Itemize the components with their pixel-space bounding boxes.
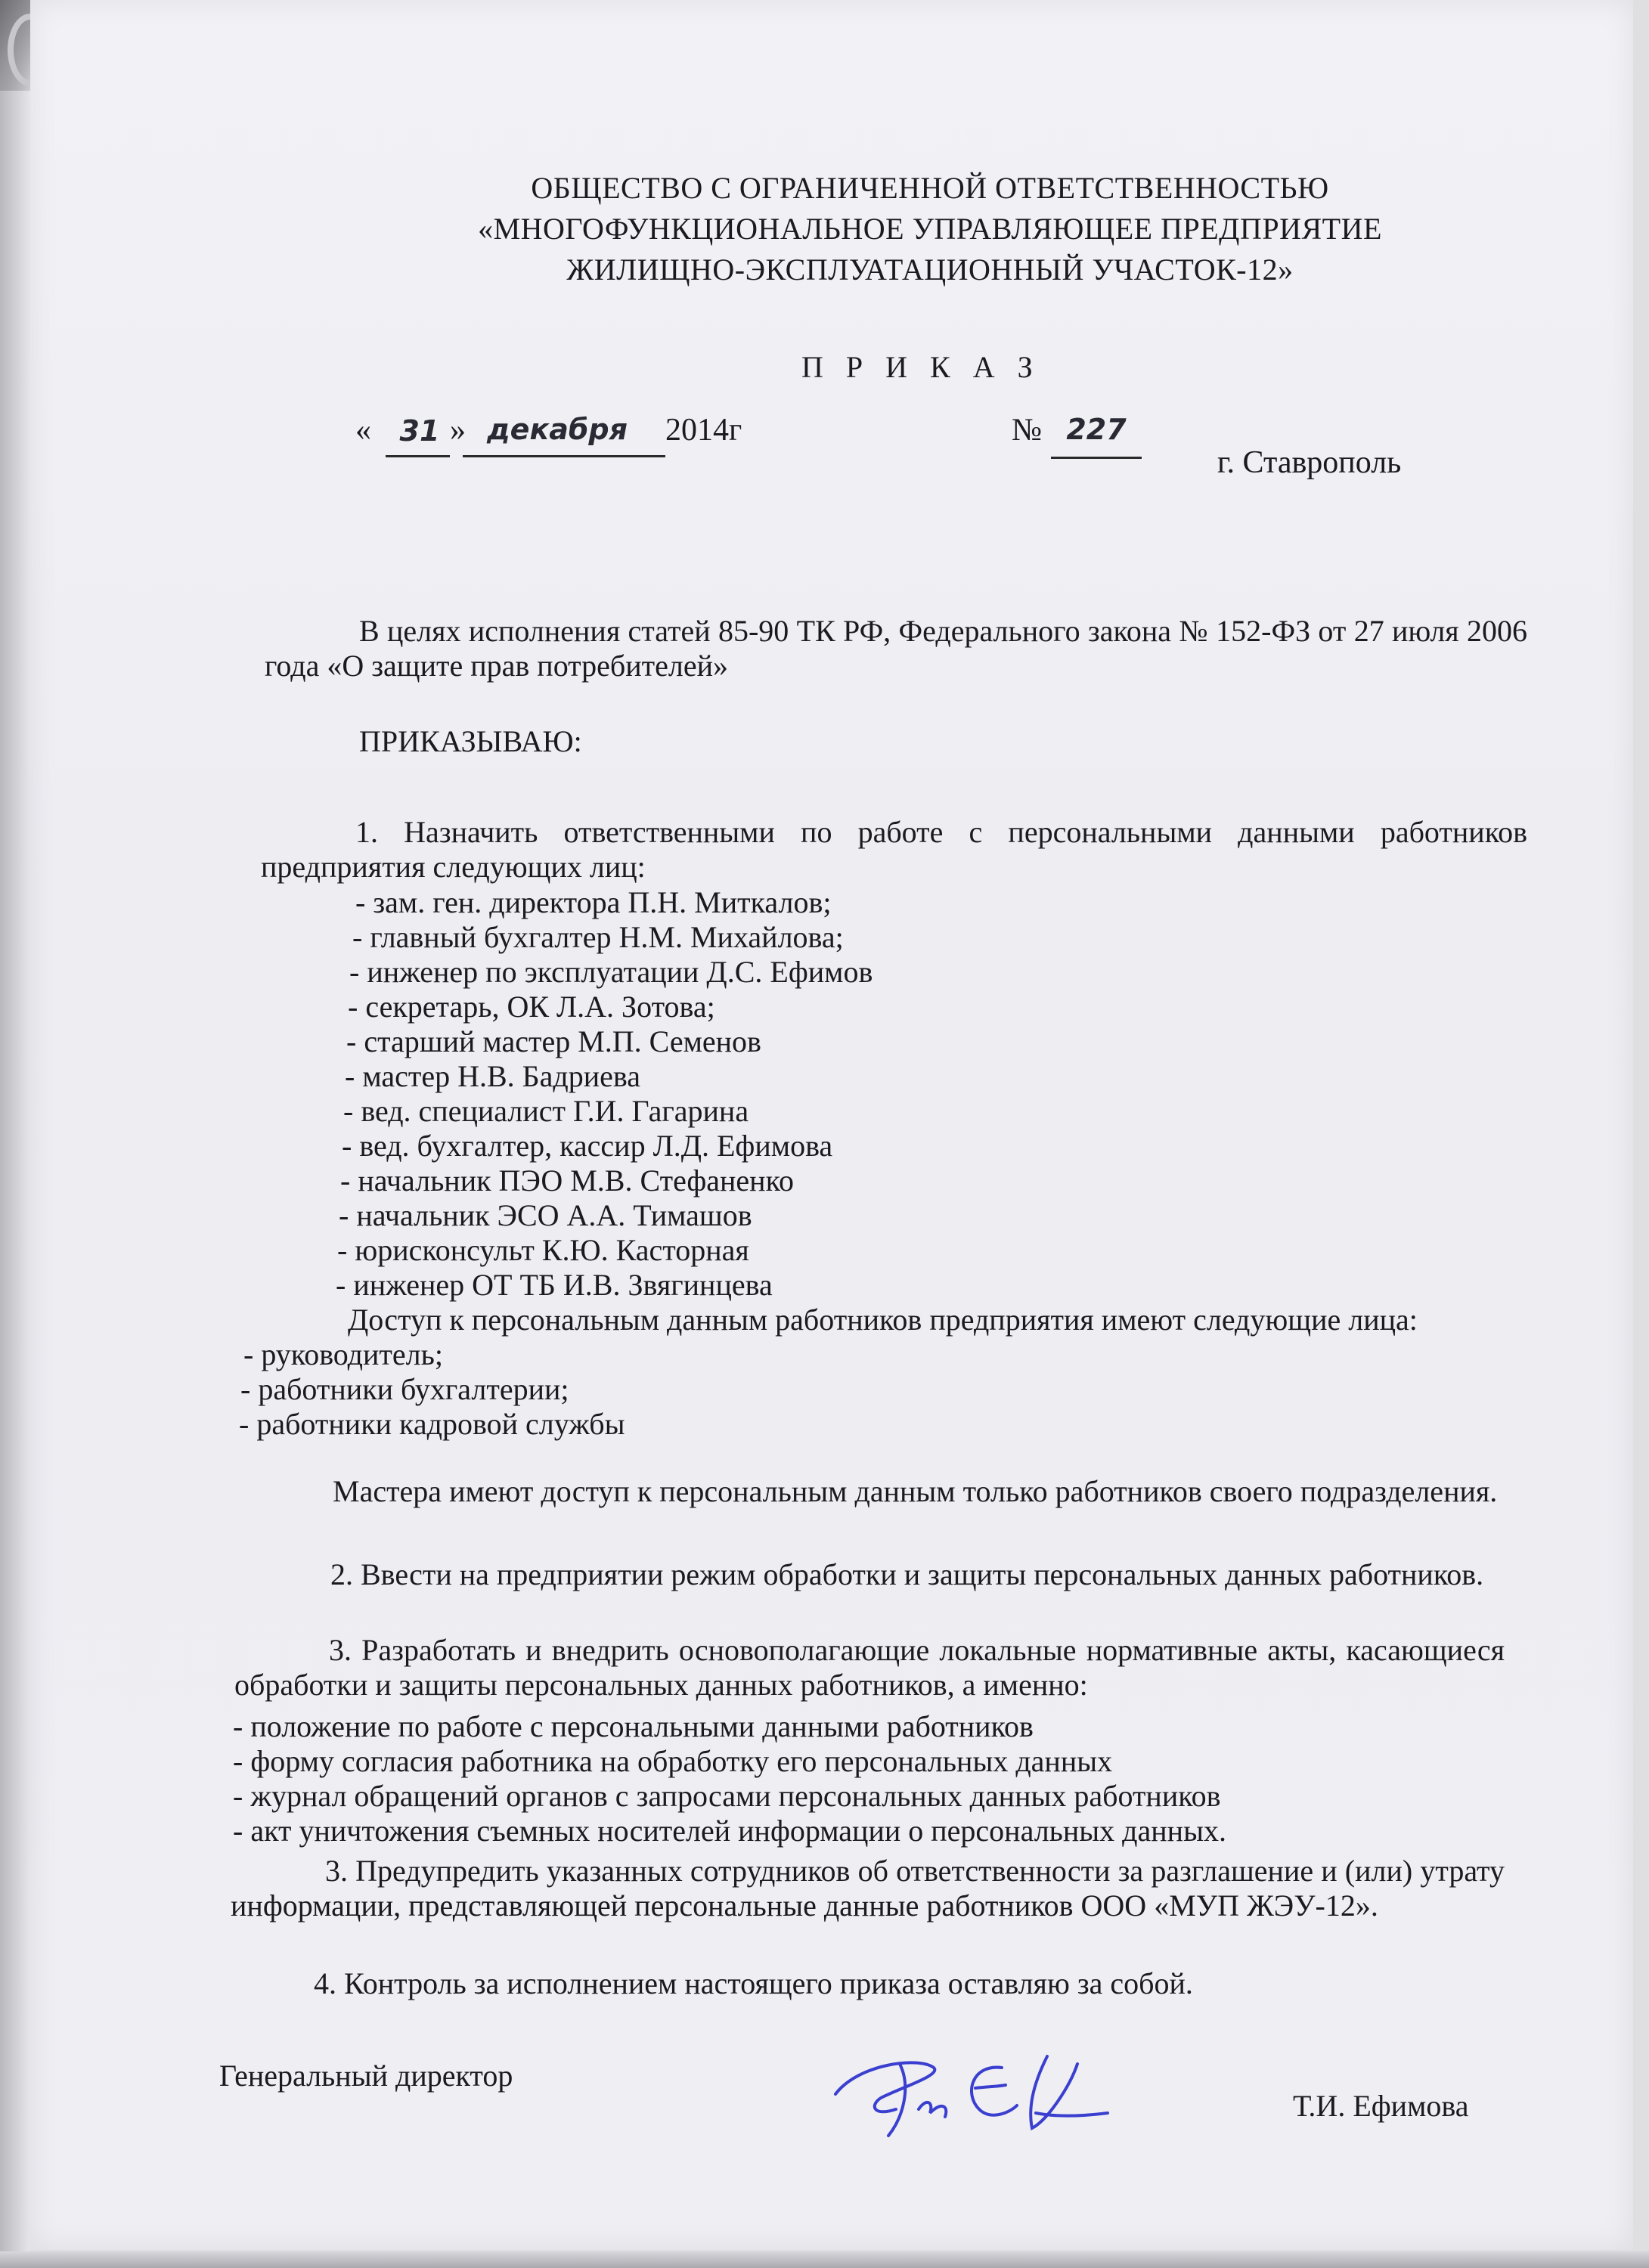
person-list-item: - секретарь, ОК Л.А. Зотова;: [348, 990, 715, 1024]
act-list-item: - акт уничтожения съемных носителей информации о персональных данных.: [233, 1814, 1226, 1848]
date-year: 2014г: [665, 413, 742, 448]
signatory-name: Т.И. Ефимова: [1293, 2089, 1469, 2123]
access-list-item: - руководитель;: [243, 1337, 443, 1371]
person-list-item: - старший мастер М.П. Семенов: [346, 1024, 761, 1058]
date-month-handwritten: декабря: [486, 413, 628, 446]
date-day-handwritten: 31: [399, 414, 440, 448]
scan-edge-bottom: [0, 2251, 1649, 2268]
item-3-text: 3. Разработать и внедрить основополагающие локальные нормативные акты, касающиеся обработки и защиты персональных данных работников, а именно:: [234, 1633, 1505, 1702]
city: г. Ставрополь: [1217, 445, 1402, 480]
person-list-item: - начальник ПЭО М.В. Стефаненко: [340, 1163, 794, 1198]
preamble: В целях исполнения статей 85-90 ТК РФ, Федерального закона № 152-ФЗ от 27 июля 2006 года «О защите прав потребителей»: [265, 614, 1527, 683]
header-line-3: ЖИЛИЩНО-ЭКСПЛУАТАЦИОННЫЙ УЧАСТОК-12»: [566, 253, 1294, 287]
decree-word: ПРИКАЗЫВАЮ:: [359, 724, 582, 758]
person-list-item: - вед. бухгалтер, кассир Л.Д. Ефимова: [342, 1129, 833, 1163]
person-list-item: - инженер ОТ ТБ И.В. Звягинцева: [336, 1268, 773, 1302]
signatory-position: Генеральный директор: [219, 2059, 513, 2093]
header-line-1: ОБЩЕСТВО С ОГРАНИЧЕННОЙ ОТВЕТСТВЕННОСТЬЮ: [531, 171, 1329, 205]
person-list-item: - инженер по эксплуатации Д.С. Ефимов: [349, 955, 873, 989]
date-month-underline: [463, 455, 665, 457]
header-line-2: «МНОГОФУНКЦИОНАЛЬНОЕ УПРАВЛЯЮЩЕЕ ПРЕДПРИЯТИЕ: [478, 212, 1382, 246]
access-intro: Доступ к персональным данным работников предприятия имеют следующие лица:: [348, 1303, 1418, 1337]
person-list-item: - вед. специалист Г.И. Гагарина: [343, 1094, 749, 1128]
act-list-item: - журнал обращений органов с запросами персональных данных работников: [233, 1779, 1221, 1813]
act-list-item: - форму согласия работника на обработку его персональных данных: [233, 1744, 1113, 1778]
date-open-quote: «: [355, 413, 371, 448]
item-3b-text: 3. Предупредить указанных сотрудников об ответственности за разглашение и (или) утрату информации, представляющей персональные данные работников ООО «МУП ЖЭУ-12».: [231, 1854, 1505, 1923]
date-close-quote: »: [450, 413, 466, 448]
access-list-item: - работники бухгалтерии;: [240, 1372, 569, 1406]
handwritten-signature: [828, 2041, 1115, 2147]
organization-header: [378, 168, 1482, 290]
person-list-item: - зам. ген. директора П.Н. Миткалов;: [355, 885, 832, 919]
access-list-item: - работники кадровой службы: [239, 1407, 625, 1441]
person-list-item: - юрисконсульт К.Ю. Касторная: [337, 1233, 749, 1267]
order-title: П Р И К А З: [801, 350, 1040, 384]
item-2-text: 2. Ввести на предприятии режим обработки и защиты персональных данных работников.: [330, 1557, 1484, 1591]
item-4-text: 4. Контроль за исполнением настоящего приказа оставляю за собой.: [314, 1966, 1193, 2000]
item-1-text: 1. Назначить ответственными по работе с персональными данными работников предприятия следующих лиц:: [261, 815, 1527, 884]
order-number-sign: №: [1012, 413, 1043, 448]
order-number-underline: [1051, 457, 1142, 459]
masters-note: Мастера имеют доступ к персональным данным только работников своего подразделения.: [333, 1474, 1498, 1508]
person-list-item: - начальник ЭСО А.А. Тимашов: [339, 1198, 752, 1232]
person-list-item: - главный бухгалтер Н.М. Михайлова;: [352, 920, 844, 954]
date-day-underline: [386, 455, 450, 457]
act-list-item: - положение по работе с персональными данными работников: [233, 1709, 1034, 1743]
person-list-item: - мастер Н.В. Бадриева: [345, 1059, 641, 1093]
order-number-handwritten: 227: [1066, 413, 1127, 446]
scan-edge-left: [0, 0, 30, 2268]
